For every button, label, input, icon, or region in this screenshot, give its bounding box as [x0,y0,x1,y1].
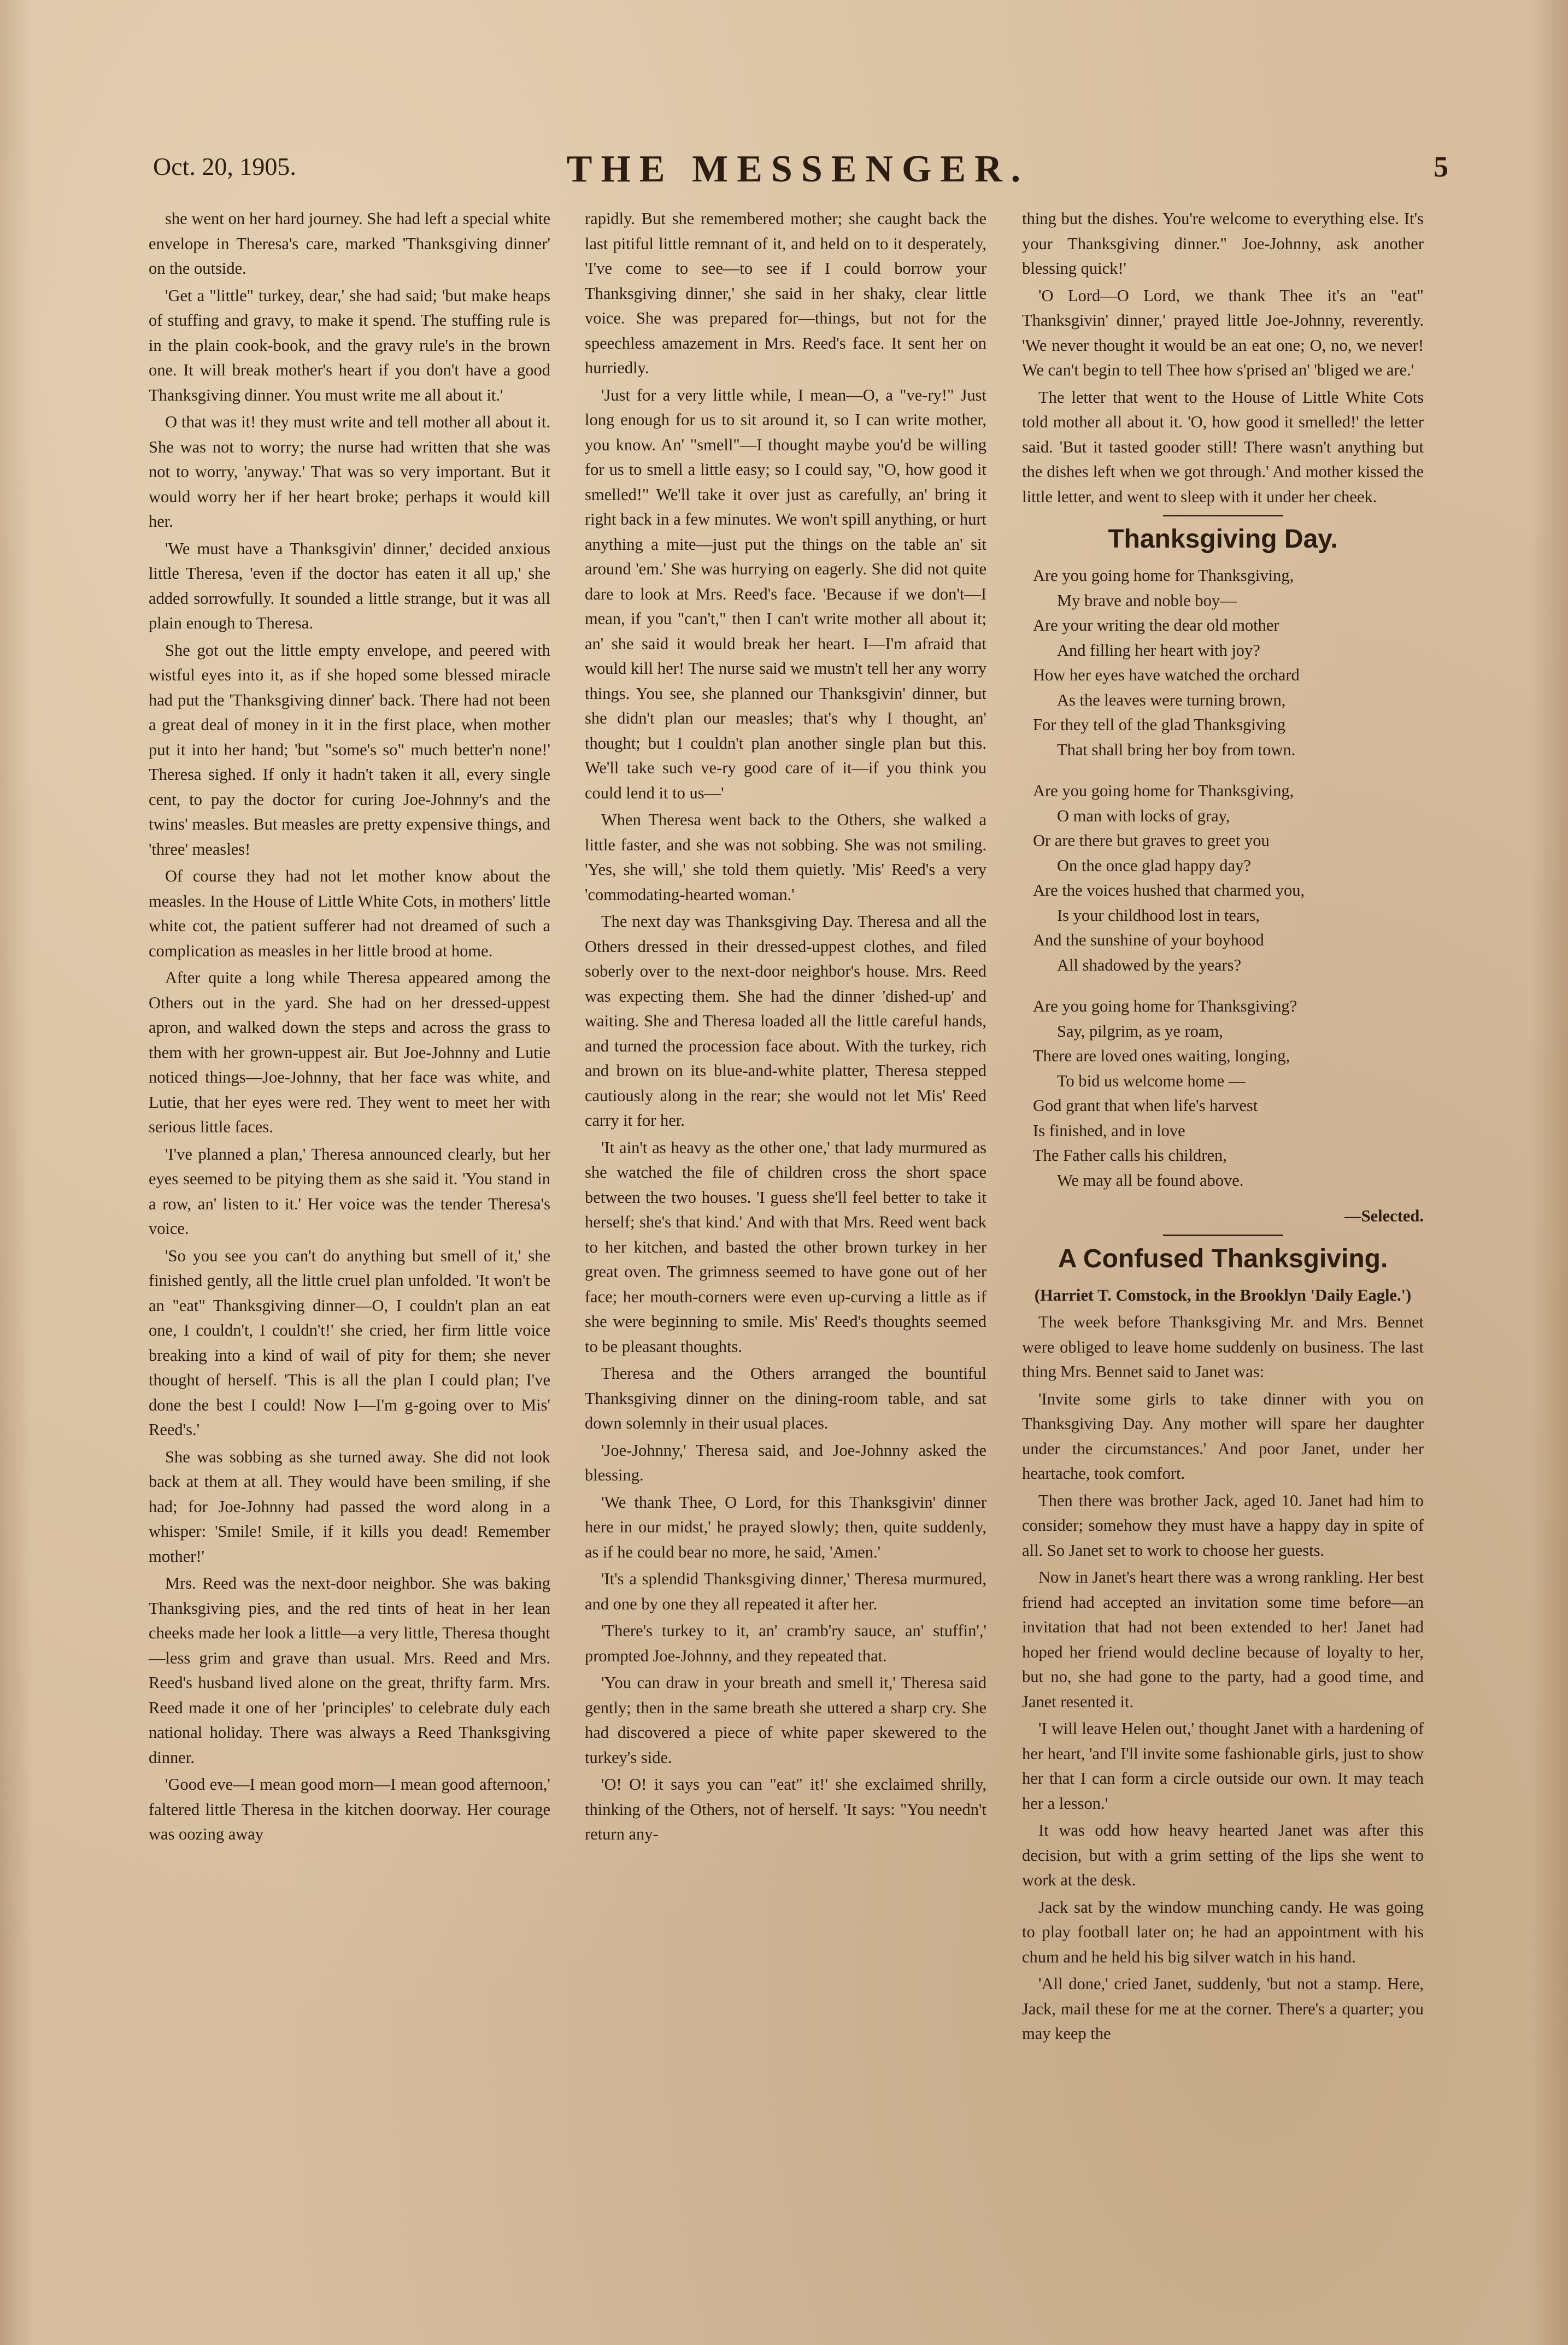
story-paragraph: rapidly. But she remembered mother; she caught back the last pitiful little remnant of it, and held on to it desperately, 'I've come to see—to see if I could borrow your Thanksgiving dinner,' she said in her shaky, clear little voice. She was prepared for—things, but not for the speechless amazement in Mrs. Reed's face. It sent her on hurriedly. [585,209,986,377]
story-paragraph: When Theresa went back to the Others, she walked a little faster, and she was not sobbing. She was not smiling. 'Yes, she will,' she told them quietly. 'Mis' Reed's a very 'commodating-hearted woman.' [585,810,986,904]
story-paragraph: 'Get a "little" turkey, dear,' she had said; 'but make heaps of stuffing and gravy, to make it spend. The stuffing rule is in the plain cook-book, and the gravy rule's in the brown one. It will break mother's heart if you don't have a good Thanksgiving dinner. You must write me all about it.' [149,286,550,404]
page-header [148,148,1448,197]
poem-line: My brave and noble boy— [1057,591,1237,610]
article-paragraph: Jack sat by the window munching candy. He was going to play football later on; he had an appointment with his chum and he held his big silver watch in his hand. [1022,1897,1424,1966]
poem-line: Are your writing the dear old mother [1033,616,1279,634]
story-paragraph: she went on her hard journey. She had left a special white envelope in Theresa's care, marked 'Thanksgiving dinner' on the outside. [149,209,550,278]
poem-line: Or are there but graves to greet you [1033,831,1270,850]
section-divider [1163,1235,1283,1236]
poem-credit: —Selected. [1344,1207,1424,1225]
story-paragraph: 'So you see you can't do anything but smell of it,' she finished gently, all the little cruel plan unfolded. 'It won't be an "eat" Thanksgiving dinner—O, I couldn't plan an eat one, I couldn't, I couldn't!' she cried, her firm little voice breaking into a kind of wail of pity for them; she never thought of herself. 'This is all the plan I could plan; I've done the best I could! Now I—I'm g-going over to Mis' Reed's.' [149,1246,550,1439]
article-paragraph: Then there was brother Jack, aged 10. Janet had him to consider; somehow they must have a happy day in spite of all. So Janet set to work to choose her guests. [1022,1491,1424,1560]
section-divider [1163,515,1283,516]
poem-stanza [1033,779,1424,978]
story-paragraph: Theresa and the Others arranged the bountiful Thanksgiving dinner on the dining-room table, and sat down solemnly in their usual places. [585,1364,986,1432]
poem-line: That shall bring her boy from town. [1057,740,1296,759]
story-paragraph: 'O Lord—O Lord, we thank Thee it's an "eat" Thanksgivin' dinner,' prayed little Joe-Johnny, reverently. 'We never thought it would be an eat one; O, no, we never! We can't begin to tell Thee how s'prised an' 'bliged we are.' [1022,286,1424,379]
poem-line: Are you going home for Thanksgiving, [1033,566,1294,585]
story-paragraph: 'We thank Thee, O Lord, for this Thanksgivin' dinner here in our midst,' he prayed slowly; then, quite suddenly, as if he could bear no more, he said, 'Amen.' [585,1492,986,1561]
article-paragraph: 'I will leave Helen out,' thought Janet with a hardening of her heart, 'and I'll invite some fashionable girls, just to show her that I can form a circle outside our own. It may teach her a lesson.' [1022,1719,1424,1813]
poem-line: For they tell of the glad Thanksgiving [1033,715,1285,734]
poem-line: On the once glad happy day? [1057,856,1251,875]
story-paragraph: 'It ain't as heavy as the other one,' that lady murmured as she watched the file of children cross the short space between the two houses. 'I guess she'll feel better to take it herself; she's that kind.' And with that Mrs. Reed went back to her kitchen, and basted the other brown turkey in her great oven. The grimness seemed to have gone out of her face; her mouth-corners were even up-curving a little as if she were beginning to smile. Mis' Reed's thoughts seemed to be pleasant thoughts. [585,1138,986,1356]
story-paragraph: 'Good eve—I mean good morn—I mean good afternoon,' faltered little Theresa in the kitchen doorway. Her courage was oozing away [149,1775,550,1843]
column-3 [1022,207,1424,2049]
page-number: 5 [1434,150,1448,183]
story-paragraph: 'It's a splendid Thanksgiving dinner,' Theresa murmured, and one by one they all repeated it after her. [585,1570,986,1613]
article-title: A Confused Thanksgiving. [1058,1244,1388,1273]
article-paragraph: The week before Thanksgiving Mr. and Mrs. Bennet were obliged to leave home suddenly on business. The last thing Mrs. Bennet said to Janet was: [1022,1313,1424,1381]
story-paragraph: She got out the little empty envelope, and peered with wistful eyes into it, as if she hoped some blessed miracle had put the 'Thanksgiving dinner' back. There had not been a great deal of money in it in the first place, when mother put it into her hand; 'but "some's so" much better'n none!' Theresa sighed. If only it hadn't taken it all, every single cent, to pay the doctor for curing Joe-Johnny's and the twins' measles. But measles are pretty expensive things, and 'three' measles! [149,640,550,859]
story-paragraph: 'There's turkey to it, an' cramb'ry sauce, an' stuffin',' prompted Joe-Johnny, and they repeated that. [585,1621,986,1665]
poem-title: Thanksgiving Day. [1108,525,1338,554]
poem-stanza [1033,563,1424,762]
story-paragraph: 'O! O! it says you can "eat" it!' she exclaimed shrilly, thinking of the Others, not of herself. 'It says: "You needn't return any- [585,1775,986,1843]
story-paragraph: 'We must have a Thanksgivin' dinner,' decided anxious little Theresa, 'even if the doctor has eaten it all up,' she added sorrowfully. It sounded a little strange, but it was all plain enough to Theresa. [149,539,550,632]
story-paragraph: 'Joe-Johnny,' Theresa said, and Joe-Johnny asked the blessing. [585,1441,986,1484]
poem-line: As the leaves were turning brown, [1057,690,1286,709]
story-paragraph: Of course they had not let mother know about the measles. In the House of Little White Cots, in mothers' little white cot, the patient sufferer had not dreamed of such a complication as measles in her little brood at home. [149,867,550,960]
article-paragraph: 'All done,' cried Janet, suddenly, 'but not a stamp. Here, Jack, mail these for me at the corner. There's a quarter; you may keep the [1022,1974,1424,2043]
poem-line: God grant that when life's harvest [1033,1096,1258,1115]
article-paragraph: Now in Janet's heart there was a wrong rankling. Her best friend had accepted an invitation some time before—an invitation that had not been extended to her! Janet had hoped her friend would decline because of loyalty to her, but no, she had gone to the party, had a good time, and Janet resented it. [1022,1568,1424,1711]
story-paragraph: 'I've planned a plan,' Theresa announced clearly, but her eyes seemed to be pitying them as she said it. 'You stand in a row, an' listen to it.' Her voice was the tender Theresa's voice. [149,1144,550,1238]
poem-line: And the sunshine of your boyhood [1033,931,1264,949]
poem-line: Are you going home for Thanksgiving, [1033,781,1294,800]
poem-line: We may all be found above. [1057,1171,1244,1190]
story-paragraph: After quite a long while Theresa appeared among the Others out in the yard. She had on her dressed-uppest apron, and walked down the steps and across the grass to them with her grown-uppest air. But Joe-Johnny and Lutie noticed things—Joe-Johnny, that her face was white, and Lutie, that her eyes were red. They went to meet her with serious little faces. [149,968,550,1136]
poem-line: All shadowed by the years? [1057,955,1242,974]
column-1 [149,207,550,1849]
story-paragraph: Mrs. Reed was the next-door neighbor. She was baking Thanksgiving pies, and the red tints of heat in her lean cheeks made her look a little—a very little, Theresa thought—less grim and grave than usual. Mrs. Reed and Mrs. Reed's husband lived alone on the great, thrifty farm. Mrs. Reed made it one of her 'principles' to celebrate duly each national holiday. There was always a Reed Thanksgiving dinner. [149,1574,550,1767]
poem-line: The Father calls his children, [1033,1146,1227,1165]
story-paragraph: The next day was Thanksgiving Day. Theresa and all the Others dressed in their dressed-uppest clothes, and filed soberly over to the next-door neighbor's house. Mrs. Reed was expecting them. She had the dinner 'dished-up' and waiting. She and Theresa loaded all the little careful hands, and turned the procession face about. With the turkey, rich and brown on its blue-and-white platter, Theresa stepped cautiously along in the rear; she would not let Mis' Reed carry it for her. [585,912,986,1130]
poem-line: How her eyes have watched the orchard [1033,666,1300,684]
column-2 [585,207,986,1849]
story-paragraph: 'Just for a very little while, I mean—O, a "ve-ry!" Just long enough for us to sit around it, so I can write mother, you know. An' "smell"—I thought maybe you'd be willing for us to smell a little easy; so I could say, "O, how good it smelled!" We'll take it over just as carefully, an' bring it right back in a few minutes. We won't spill anything, or hurt anything a mite—just put the things on the table an' sit around 'em.' She was hurrying on eagerly. She did not quite dare to look at Mrs. Reed's face. 'Because if we don't—I mean, if you "can't," then I can't write mother all about it; an' she said it would break her heart. I—I'm afraid that would kill her! The nurse said we mustn't tell her any worry things. You see, she planned our Thanksgivin' dinner, but she didn't plan our measles; that's why I thought, an' thought; but I couldn't plan another single plan but this. We'll take such ve-ry good care of it—if you think you could lend it to us—' [585,385,986,802]
poem-line: Is finished, and in love [1033,1121,1185,1140]
poem-line: O man with locks of gray, [1057,806,1230,825]
poem-line: And filling her heart with joy? [1057,640,1260,660]
story-paragraph: thing but the dishes. You're welcome to everything else. It's your Thanksgiving dinner." Joe-Johnny, ask another blessing quick!' [1022,209,1424,278]
poem-line: There are loved ones waiting, longing, [1033,1047,1290,1065]
poem-line: To bid us welcome home — [1057,1071,1246,1090]
poem-line: Say, pilgrim, as ye roam, [1057,1021,1223,1041]
poem-line: Are the voices hushed that charmed you, [1033,881,1305,900]
story-paragraph: The letter that went to the House of Little White Cots told mother all about it. 'O, how good it smelled!' the letter said. 'But it tasted gooder still! There wasn't anything but the dishes left when we got through.' And mother kissed the little letter, and went to sleep with it under her cheek. [1022,387,1424,506]
story-paragraph: 'You can draw in your breath and smell it,' Theresa said gently; then in the same breath she uttered a sharp cry. She had discovered a piece of white paper skewered to the turkey's side. [585,1673,986,1767]
article-byline: (Harriet T. Comstock, in the Brooklyn 'Daily Eagle.') [1034,1285,1412,1304]
masthead-title: THE MESSENGER. [566,148,1030,190]
story-paragraph: O that was it! they must write and tell mother all about it. She was not to worry; the nurse had written that she was not to worry, 'anyway.' That was so very important. But it would worry her if her heart broke; perhaps it would kill her. [149,413,550,531]
article-paragraph: It was odd how heavy hearted Janet was after this decision, but with a grim setting of the lips she went to work at the desk. [1022,1821,1424,1889]
poem-line: Is your childhood lost in tears, [1057,906,1260,925]
issue-date: Oct. 20, 1905. [153,152,296,180]
article-paragraph: 'Invite some girls to take dinner with you on Thanksgiving Day. Any mother will spare her daughter under the circumstances.' And poor Janet, under her heartache, took comfort. [1022,1389,1424,1483]
story-paragraph: She was sobbing as she turned away. She did not look back at them at all. They would have been smiling, if she had; for Joe-Johnny had passed the word along in a whisper: 'Smile! Smile, if it kills you dead! Remember mother!' [149,1447,550,1566]
poem-stanza [1033,994,1424,1193]
poem-line: Are you going home for Thanksgiving? [1033,997,1297,1015]
